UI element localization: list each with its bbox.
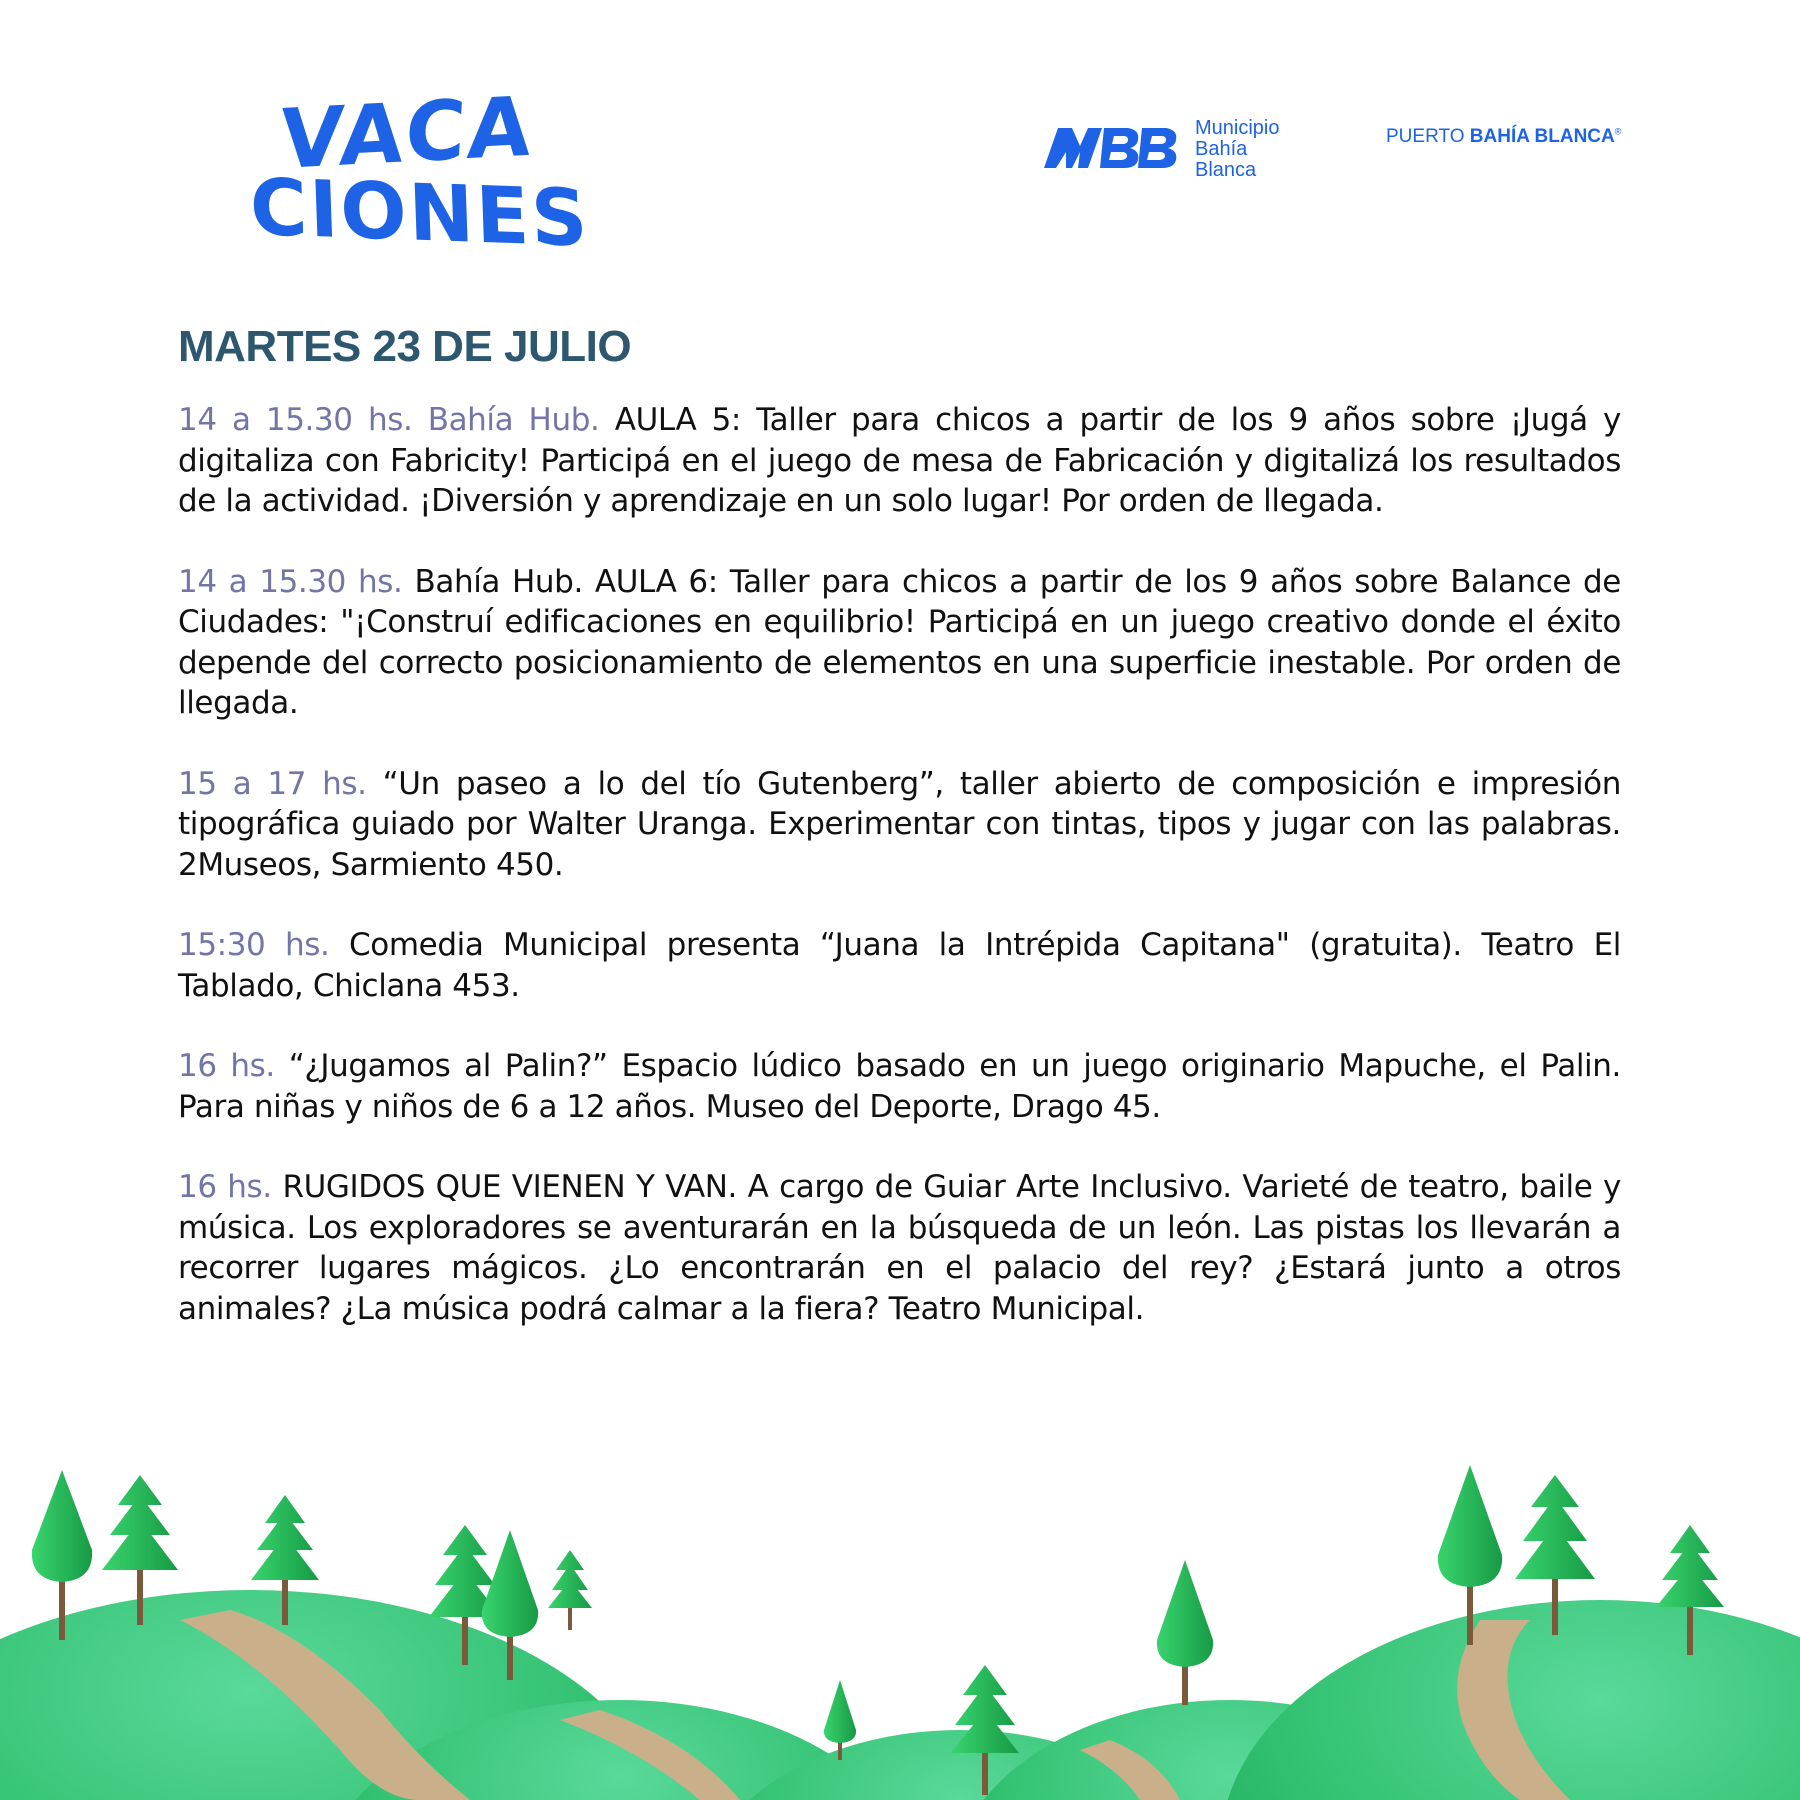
hills-illustration: [0, 1420, 1800, 1800]
municipio-name: Municipio Bahía Blanca: [1195, 117, 1280, 181]
event-item: [178, 1046, 1621, 1127]
event-time: 15 a 17 hs.: [178, 765, 367, 802]
event-item: [178, 764, 1621, 886]
schedule-list: [178, 400, 1621, 1369]
event-item: [178, 400, 1621, 522]
event-item: [178, 1167, 1621, 1329]
event-time: 14 a 15.30 hs.: [178, 563, 403, 600]
event-item: [178, 562, 1621, 724]
mbb-mark-icon: [1042, 122, 1177, 172]
event-item: [178, 925, 1621, 1006]
event-description: “¿Jugamos al Palin?” Espacio lúdico basado en un juego originario Mapuche, el Palin. Para niñas y niños de 6 a 12 años. Museo del Deporte, Drago 45.: [178, 1048, 1621, 1125]
hills: [0, 1590, 1800, 1800]
vacaciones-logo: [248, 79, 591, 265]
date-heading: MARTES 23 DE JULIO: [178, 322, 632, 371]
event-description: Bahía Hub. AULA 6: Taller para chicos a partir de los 9 años sobre Balance de Ciudades: "¡Construí edificaciones en equilibrio! Participá en un juego creativo donde el éxito depende del correcto posicionamiento de elementos en una superficie inestable. Por orden de llegada.: [178, 563, 1621, 721]
event-time: 16 hs.: [178, 1169, 272, 1205]
municipio-logo: [1042, 118, 1312, 188]
event-description: AULA 5: Taller para chicos a partir de los 9 años sobre ¡Jugá y digitaliza con Fabricity! Participá en el juego de mesa de Fabricación y digitalizá los resultados de la actividad. ¡Diversión y aprendizaje en un solo lugar! Por orden de llegada.: [178, 402, 1621, 519]
event-time: 15:30 hs.: [178, 927, 330, 963]
puerto-logo: PUERTO BAHÍA BLANCA®: [1386, 126, 1622, 147]
logo-line-2: CIONES: [248, 162, 591, 265]
event-description: RUGIDOS QUE VIENEN Y VAN. A cargo de Guiar Arte Inclusivo. Varieté de teatro, baile y música. Los exploradores se aventurarán en la búsqueda de un león. Las pistas los llevarán a recorrer lugares mágicos. ¿Lo encontrarán en el palacio del rey? ¿Estará junto a otros animales? ¿La música podrá calmar a la fiera? Teatro Municipal.: [178, 1169, 1621, 1327]
event-time: 16 hs.: [178, 1048, 275, 1084]
event-description: “Un paseo a lo del tío Gutenberg”, taller abierto de composición e impresión tipográfica guiado por Walter Uranga. Experimentar con tintas, tipos y jugar con las palabras. 2Museos, Sarmiento 450.: [178, 765, 1621, 883]
event-time: 14 a 15.30 hs. Bahía Hub.: [178, 402, 600, 438]
logo-line-1: VACA: [277, 79, 536, 189]
event-description: Comedia Municipal presenta “Juana la Intrépida Capitana" (gratuita). Teatro El Tablado, Chiclana 453.: [178, 927, 1621, 1004]
